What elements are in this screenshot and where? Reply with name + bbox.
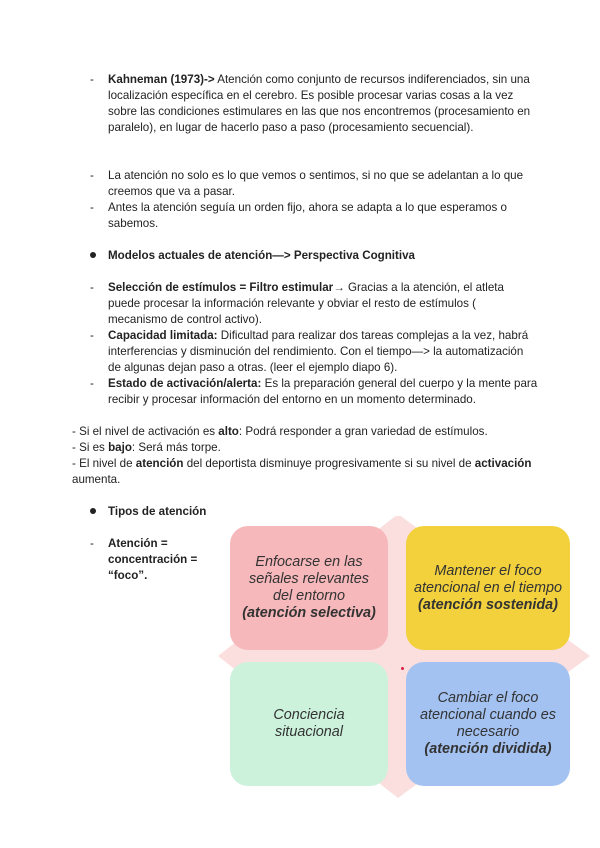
item-text: La atención no solo es lo que vemos o sentimos, si no que se adelantan a lo que creemos que va a pasar. xyxy=(108,169,524,198)
text-bold: activación xyxy=(474,457,532,470)
quadrant-strong: (atención dividida) xyxy=(424,741,552,757)
plain-line-bajo xyxy=(72,440,552,456)
item-bold-kahneman: Kahneman (1973)-> xyxy=(108,73,215,86)
text-segment: - El nivel de xyxy=(72,457,136,470)
quadrant-text: Enfocarse en las señales relevantes del entorno xyxy=(249,554,369,604)
heading-modelos-actuales xyxy=(90,248,550,264)
list-item-capacidad-limitada xyxy=(90,328,538,376)
quadrant-strong: (atención selectiva) xyxy=(242,605,376,621)
quadrant-text: Mantener el foco atencional en el tiempo xyxy=(414,562,563,596)
item-bold: Estado de activación/alerta: xyxy=(108,377,262,390)
text-segment: del deportista disminuye progresivamente si su nivel de xyxy=(183,457,475,470)
dash-marker: - xyxy=(90,169,94,182)
dash-marker: - xyxy=(90,377,94,390)
text-segment: : Será más torpe. xyxy=(131,441,221,454)
text-bold: bajo xyxy=(108,441,132,454)
item-bold: Capacidad limitada: xyxy=(108,329,218,342)
dash-marker: - xyxy=(90,537,94,550)
list-item-orden-fijo xyxy=(90,200,538,232)
quadrant-atencion-dividida xyxy=(406,662,570,786)
text-segment: : Podrá responder a gran variedad de estímulos. xyxy=(238,425,488,438)
item-text: Es la preparación general del cuerpo y la mente para recibir y procesar información del entorno en un momento determinado. xyxy=(108,377,538,406)
list-item-estado-activacion xyxy=(90,376,538,408)
quadrant-text: Cambiar el foco atencional cuando es necesario xyxy=(419,690,556,740)
heading-text: Tipos de atención xyxy=(108,505,207,518)
plain-line-alto xyxy=(72,424,552,440)
quadrant-atencion-selectiva xyxy=(230,526,388,650)
list-item-foco xyxy=(90,536,210,584)
item-text: Atención = concentración = “foco”. xyxy=(108,537,198,582)
item-text-kahneman: Atención como conjunto de recursos indiferenciados, sin una localización específica en el cerebro. Es posible procesar varias cosas a la vez sobre las condiciones estimulares en las que nos encontremos (procesamiento en paralelo), en lugar de hacerlo paso a paso (procesamiento secuencial). xyxy=(108,73,531,134)
item-bold: Selección de estímulos = Filtro estimular xyxy=(108,281,334,294)
text-segment: - Si el nivel de activación es xyxy=(72,425,219,438)
text-bold: atención xyxy=(135,457,184,470)
list-item-seleccion-estimulos xyxy=(90,280,538,328)
list-item-kahneman xyxy=(90,72,538,136)
text-segment: aumenta. xyxy=(72,473,121,486)
text-segment: - Si es xyxy=(72,441,109,454)
heading-text: Modelos actuales de atención—> Perspectiva Cognitiva xyxy=(108,249,416,262)
attention-types-diagram xyxy=(218,516,592,784)
item-text: Antes la atención seguía un orden fijo, ahora se adapta a lo que esperamos o sabemos. xyxy=(108,201,507,230)
dash-marker: - xyxy=(90,201,94,214)
plain-line-atencion xyxy=(72,456,542,488)
dash-marker: - xyxy=(90,329,94,342)
bullet-icon xyxy=(90,508,96,514)
center-dot xyxy=(401,667,404,670)
bullet-icon xyxy=(90,252,96,258)
quadrant-text: Conciencia situacional xyxy=(273,707,345,740)
quadrant-strong: (atención sostenida) xyxy=(418,596,558,613)
list-item-atencion-adelanta xyxy=(90,168,538,200)
item-text: Dificultad para realizar dos tareas complejas a la vez, habrá interferencias y disminución del rendimiento. Con el tiempo—> la automatización de algunas dejan paso a otras. (leer el ejemplo diapo 6). xyxy=(108,329,529,374)
dash-marker: - xyxy=(90,73,94,86)
item-text: → Gracias a la atención, el atleta puede procesar la información relevante y obviar el resto de estímulos ( mecanismo de control activo). xyxy=(108,281,504,326)
dash-marker: - xyxy=(90,281,94,294)
text-bold: alto xyxy=(218,425,239,438)
quadrant-conciencia-situacional xyxy=(230,662,388,786)
quadrant-atencion-sostenida xyxy=(406,526,570,650)
